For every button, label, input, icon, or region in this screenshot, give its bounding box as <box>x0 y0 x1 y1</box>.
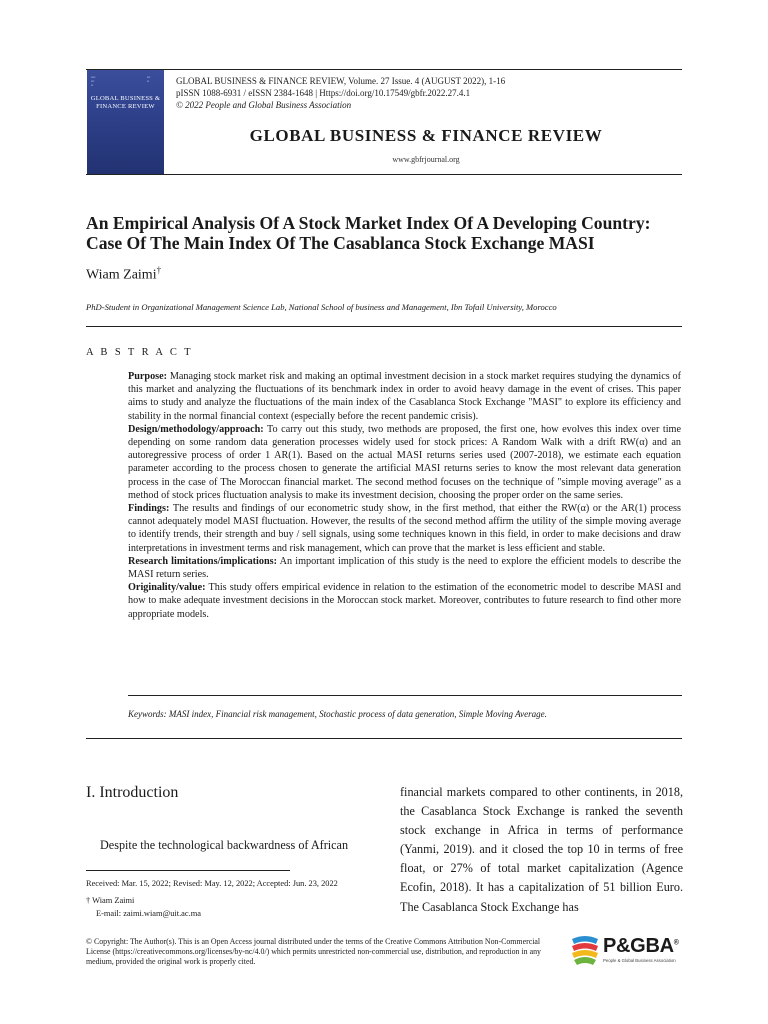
author-mark: † <box>156 265 162 275</box>
left-column-text: Despite the technological backwardness of African <box>100 838 349 852</box>
abstract-label: Purpose: <box>128 371 168 382</box>
pgba-logo-text <box>603 935 679 958</box>
abstract-limitations <box>128 555 681 581</box>
author-affiliation: PhD-Student in Organizational Management Science Lab, National School of business and Management, Ibn Tofail University, Morocco <box>86 302 557 312</box>
right-column-text <box>400 783 683 917</box>
abstract-heading: A B S T R A C T <box>86 347 193 358</box>
header-top-rule <box>86 69 682 70</box>
paper-title <box>86 213 706 253</box>
journal-title: GLOBAL BUSINESS & FINANCE REVIEW <box>249 126 603 145</box>
abstract-label: Findings: <box>128 503 170 515</box>
paper-title-line-2: Case Of The Main Index Of The Casablanca Stock Exchange MASI <box>86 233 595 253</box>
section-heading: I. Introduction <box>86 784 179 801</box>
abstract-label: Design/methodology/approach: <box>128 423 264 435</box>
abstract-text: Managing stock market risk and making an optimal investment decision in a stock market requires studying the dynamics of this market and analyzing the fluctuations of its benchmark index in order to avoid heavy damage in the event of crises. This paper aims to study and analyze the fluctuations of the main index of the Casablanca Stock Exchange "MASI" to explore its efficiency and stability in the normal financial context (especially before the recent pandemic crisis). <box>128 371 681 422</box>
abstract-design <box>128 423 681 502</box>
right-column-paragraph: financial markets compared to other continents, in 2018, the Casablanca Stock Exchange is ranked the seventh stock exchange in Africa in terms of performance (Yanmi, 2019). and it closed the top 10 in terms of free float, or 27% of total market capitalization (Agence Ecofin, 2018). It has a capitalization of 51 billion Euro. The Casablanca Stock Exchange has <box>400 785 683 914</box>
footnote-email[interactable]: E-mail: zaimi.wiam@uit.ac.ma <box>96 909 201 918</box>
title-divider <box>86 326 682 327</box>
issn-line: pISSN 1088-6931 / eISSN 2384-1648 | Https://doi.org/10.17549/gbfr.2022.27.4.1 <box>176 88 471 98</box>
keywords-divider <box>86 738 682 739</box>
author-name <box>86 265 161 284</box>
abstract-label: Research limitations/implications: <box>128 555 277 567</box>
abstract-text: To carry out this study, two methods are proposed, the first one, how evolves this index over time depending on some random data generation processes widely used for stock prices: A Random Walk with a drift RW(α) and an autoregressive process of order 1 AR(1). Based on the actual MASI returns series used (2007-2018), we estimate each equation parameter according to the process chosen to generate the artificial MASI returns series to know the most relevant data generation process in the case of The Moroccan financial market. The second method focuses on the technique of "simple moving average" as a method of stock prices fluctuation analysis to make its investment decision, choosing the proper order on the same series. <box>128 423 681 501</box>
journal-website[interactable]: www.gbfrjournal.org <box>392 155 460 164</box>
keywords: Keywords: MASI index, Financial risk management, Stochastic process of data generation, Simple Moving Average. <box>128 709 547 719</box>
pgba-logo-icon <box>568 933 602 967</box>
footnote-rule <box>86 870 290 871</box>
pgba-logo-subtitle: People & Global Business Association <box>603 958 676 963</box>
header-bottom-rule <box>86 174 682 175</box>
abstract-text: This study offers empirical evidence in relation to the estimation of the econometric model to describe MASI and how to make adequate investment decisions in the Moroccan stock market. Moreover, contributes to future research to find other more appropriate models. <box>128 582 681 620</box>
license-notice: © Copyright: The Author(s). This is an Open Access journal distributed under the terms of the Creative Commons Attribution Non-Commercial License (https://creativecommons.org/licenses/by-nc/4.0/) which permits unrestricted non-commercial use, distribution, and reproduction in any medium, provided the original work is properly cited. <box>86 937 541 966</box>
pgba-logo-wordmark: P&GBA <box>603 935 674 957</box>
abstract-purpose <box>128 370 681 423</box>
pgba-logo-trademark: ® <box>673 939 679 947</box>
abstract-label: Originality/value: <box>128 582 206 594</box>
header-copyright: © 2022 People and Global Business Association <box>176 100 352 110</box>
abstract-originality <box>128 581 681 621</box>
abstract-divider <box>128 695 682 696</box>
author-name-text: Wiam Zaimi <box>86 267 157 283</box>
journal-cover-image: ▪▪▪▪ ▪▪▪ ▪▪ ▪▪▪ ▪▪ GLOBAL BUSINESS & FINANCE REVIEW <box>87 70 164 174</box>
footnote-dates: Received: Mar. 15, 2022; Revised: May. 12, 2022; Accepted: Jun. 23, 2022 <box>86 879 338 888</box>
abstract-body <box>128 370 681 621</box>
footnote-author: † Wiam Zaimi <box>86 896 135 905</box>
cover-title: GLOBAL BUSINESS & FINANCE REVIEW <box>90 95 161 110</box>
citation-line: GLOBAL BUSINESS & FINANCE REVIEW, Volume. 27 Issue. 4 (AUGUST 2022), 1-16 <box>176 76 506 86</box>
abstract-findings <box>128 502 681 555</box>
paper-title-line-1: An Empirical Analysis Of A Stock Market Index Of A Developing Country: <box>86 213 651 233</box>
abstract-text: The results and findings of our econometric study show, in the first method, that either the RW(α) or the AR(1) process cannot adequately model MASI fluctuation. However, the results of the second method affirm the utility of the simple moving average to identify trends, their strength and buy / sell signals, using some techniques known in this field, in order to make decisions and draw interpretations in investment terms and risk management, which can prove that the market is less efficient and stable. <box>128 503 681 554</box>
abstract-text: An important implication of this study is the need to explore the efficient models to describe the MASI return series. <box>128 555 681 581</box>
